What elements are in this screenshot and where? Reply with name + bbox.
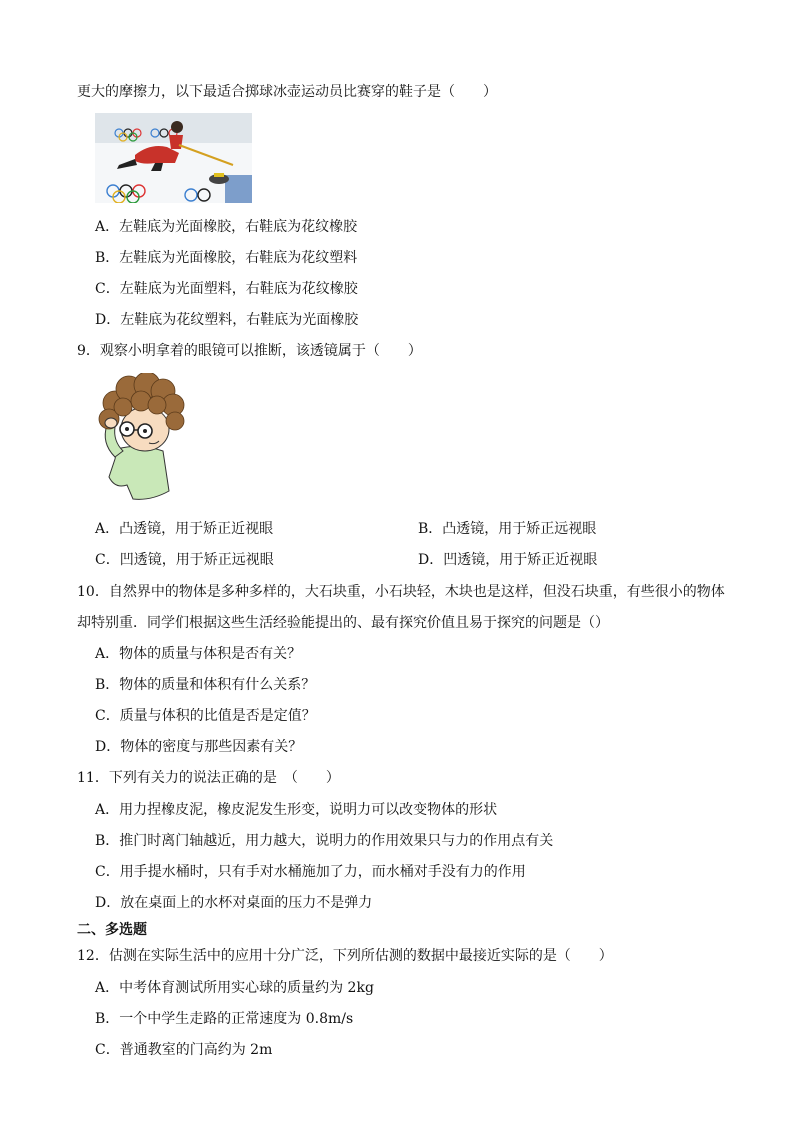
section-title-multiple-choice: 二、多选题 bbox=[77, 922, 147, 938]
q11-stem: 11．下列有关力的说法正确的是 （ ） bbox=[77, 770, 340, 786]
q8-option-b: B．左鞋底为光面橡胶，右鞋底为花纹塑料 bbox=[95, 250, 358, 266]
q9-option-d: D．凹透镜，用于矫正近视眼 bbox=[418, 552, 598, 568]
q11-option-b: B．推门时离门轴越近，用力越大，说明力的作用效果只与力的作用点有关 bbox=[95, 833, 554, 849]
q9-stem: 9．观察小明拿着的眼镜可以推断，该透镜属于（ ） bbox=[77, 343, 422, 359]
q9-option-a: A．凸透镜，用于矫正近视眼 bbox=[95, 521, 274, 537]
q12-stem: 12．估测在实际生活中的应用十分广泛，下列所估测的数据中最接近实际的是（ ） bbox=[77, 948, 613, 964]
q12-option-b: B．一个中学生走路的正常速度为 0.8m/s bbox=[95, 1011, 354, 1027]
q11-option-a: A．用力捏橡皮泥，橡皮泥发生形变，说明力可以改变物体的形状 bbox=[95, 802, 498, 818]
q8-stem: 更大的摩擦力，以下最适合掷球冰壶运动员比赛穿的鞋子是（ ） bbox=[77, 84, 497, 100]
q12-option-a: A．中考体育测试所用实心球的质量约为 2kg bbox=[95, 980, 374, 996]
q8-option-d: D．左鞋底为花纹塑料，右鞋底为光面橡胶 bbox=[95, 312, 359, 328]
q11-option-d: D．放在桌面上的水杯对桌面的压力不是弹力 bbox=[95, 895, 373, 911]
q10-stem-line1: 10．自然界中的物体是多种多样的，大石块重，小石块轻，木块也是这样，但没石块重，有些很小的物体 bbox=[77, 584, 725, 600]
curling-photo bbox=[95, 113, 252, 203]
q9-option-b: B．凸透镜，用于矫正远视眼 bbox=[418, 521, 597, 537]
q10-option-a: A．物体的质量与体积是否有关？ bbox=[95, 646, 302, 662]
q11-option-c: C．用手提水桶时，只有手对水桶施加了力，而水桶对手没有力的作用 bbox=[95, 864, 526, 880]
q10-option-b: B．物体的质量和体积有什么关系？ bbox=[95, 677, 316, 693]
q9-option-c: C．凹透镜，用于矫正远视眼 bbox=[95, 552, 274, 568]
q8-option-a: A．左鞋底为光面橡胶，右鞋底为花纹橡胶 bbox=[95, 219, 358, 235]
q10-option-c: C．质量与体积的比值是否是定值？ bbox=[95, 708, 316, 724]
q8-option-c: C．左鞋底为光面塑料，右鞋底为花纹橡胶 bbox=[95, 281, 358, 297]
boy-with-glasses-illustration bbox=[93, 373, 185, 507]
q10-stem-line2: 却特别重．同学们根据这些生活经验能提出的、最有探究价值且易于探究的问题是（） bbox=[77, 615, 609, 631]
q12-option-c: C．普通教室的门高约为 2m bbox=[95, 1042, 273, 1058]
q10-option-d: D．物体的密度与那些因素有关？ bbox=[95, 739, 303, 755]
